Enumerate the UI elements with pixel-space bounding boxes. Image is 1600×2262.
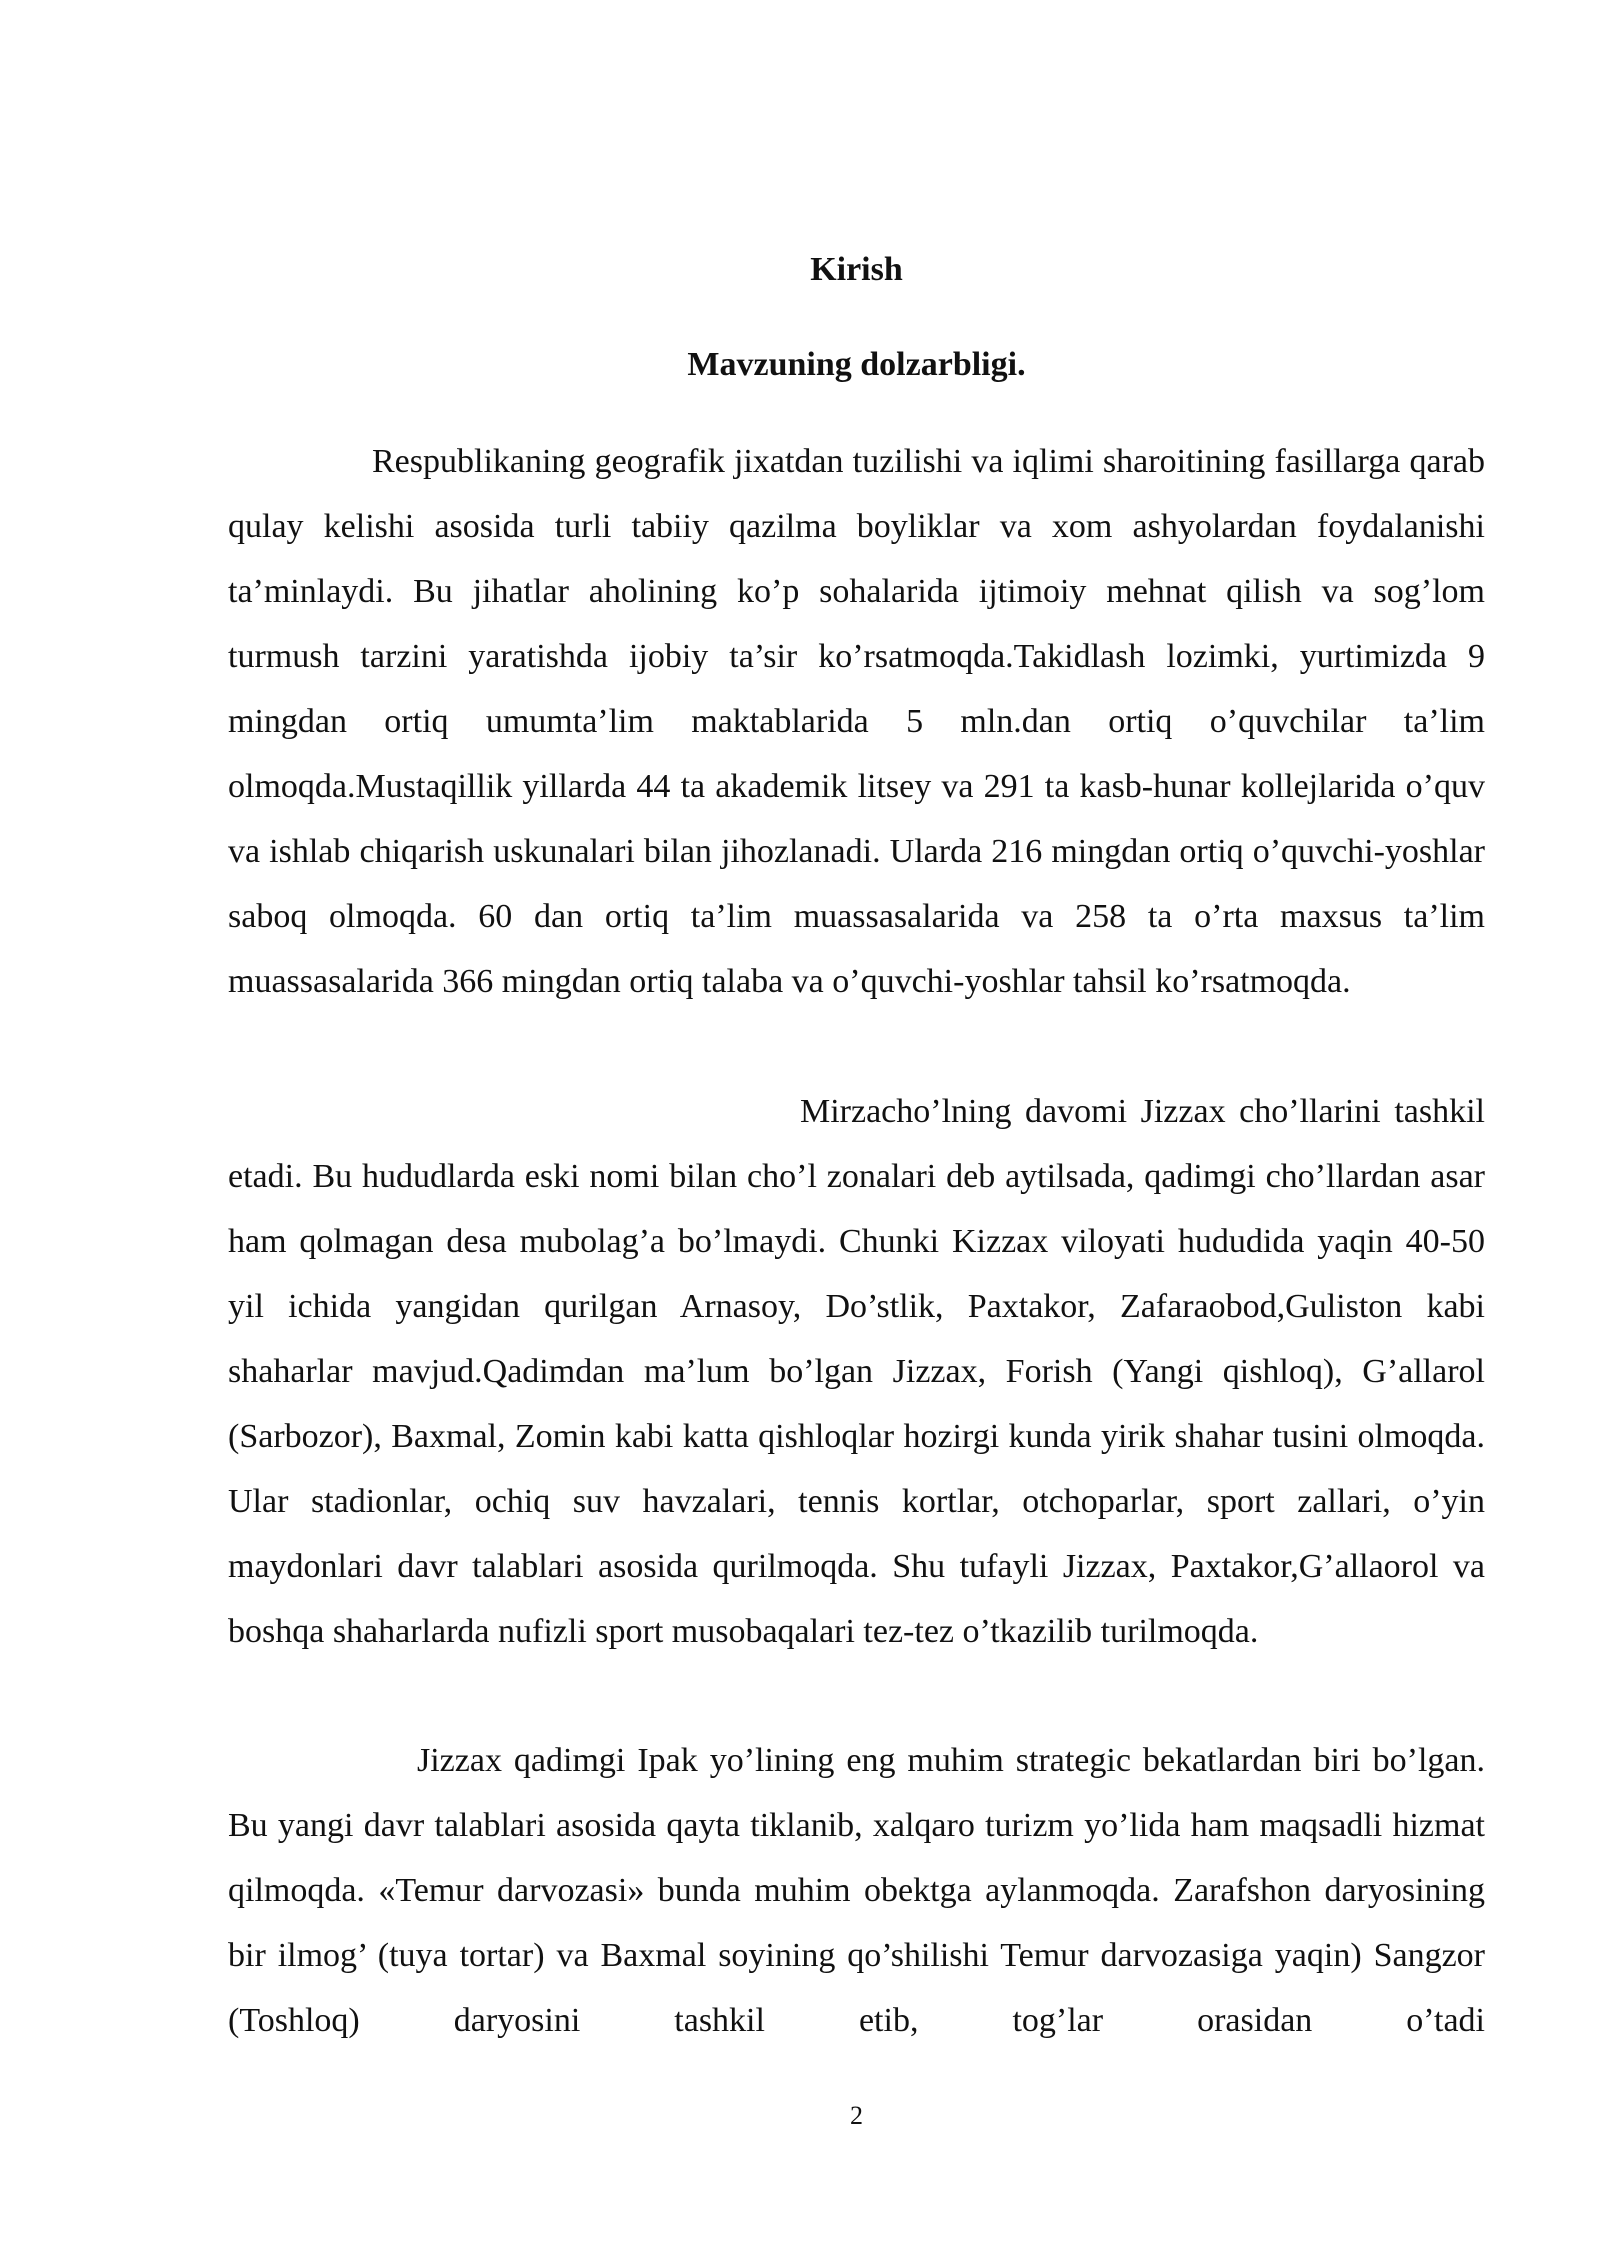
paragraph-3: Jizzax qadimgi Ipak yo’lining eng muhim strategic bekatlardan biri bo’lgan. Bu yangi davr talablari asosida qayta tiklanib, xalqaro turizm yo’lida ham maqsadli hizmat qilmoqda. «Temur darvozasi» bunda muhim obektga aylanmoqda. Zarafshon daryosining bir ilmog’ (tuya tortar) va Baxmal soyining qo’shilishi Temur darvozasiga yaqin) Sangzor (Toshloq) daryosini tashkil etib, tog’lar orasidan o’tadi — [228, 1742, 1485, 2039]
page-number: 2 — [850, 2101, 863, 2130]
page-title: Kirish — [810, 251, 903, 288]
paragraph-2: Mirzacho’lning davomi Jizzax cho’llarini tashkil etadi. Bu hududlarda eski nomi bilan cho’l zonalari deb aytilsada, qadimgi cho’llardan asar ham qolmagan desa mubolag’a bo’lmaydi. Chunki Kizzax viloyati hududida yaqin 40-50 yil ichida yangidan qurilgan Arnasoy, Do’stlik, Paxtakor, Zafaraobod,Guliston kabi shaharlar mavjud.Qadimdan ma’lum bo’lgan Jizzax, Forish (Yangi qishloq), G’allarol (Sarbozor), Baxmal, Zomin kabi katta qishloqlar hozirgi kunda yirik shahar tusini olmoqda. Ular stadionlar, ochiq suv havzalari, tennis kortlar, otchoparlar, sport zallari, o’yin maydonlari davr talablari asosida qurilmoqda. Shu tufayli Jizzax, Paxtakor,G’allaorol va boshqa shaharlarda nufizli sport musobaqalari tez-tez o’tkazilib turilmoqda. — [228, 1093, 1485, 1650]
document-page — [228, 0, 1485, 2262]
section-heading: Mavzuning dolzarbligi. — [687, 346, 1026, 383]
paragraph-1: Respublikaning geografik jixatdan tuzilishi va iqlimi sharoitining fasillarga qarab qulay kelishi asosida turli tabiiy qazilma boyliklar va xom ashyolardan foydalanishi ta’minlaydi. Bu jihatlar aholining ko’p sohalarida ijtimoiy mehnat qilish va sog’lom turmush tarzini yaratishda ijobiy ta’sir ko’rsatmoqda.Takidlash lozimki, yurtimizda 9 mingdan ortiq umumta’lim maktablarida 5 mln.dan ortiq o’quvchilar ta’lim olmoqda.Mustaqillik yillarda 44 ta akademik litsey va 291 ta kasb-hunar kollejlarida o’quv va ishlab chiqarish uskunalari bilan jihozlanadi. Ularda 216 mingdan ortiq o’quvchi-yoshlar saboq olmoqda. 60 dan ortiq ta’lim muassasalarida va 258 ta o’rta maxsus ta’lim muassasalarida 366 mingdan ortiq talaba va o’quvchi-yoshlar tahsil ko’rsatmoqda. — [228, 443, 1485, 1000]
